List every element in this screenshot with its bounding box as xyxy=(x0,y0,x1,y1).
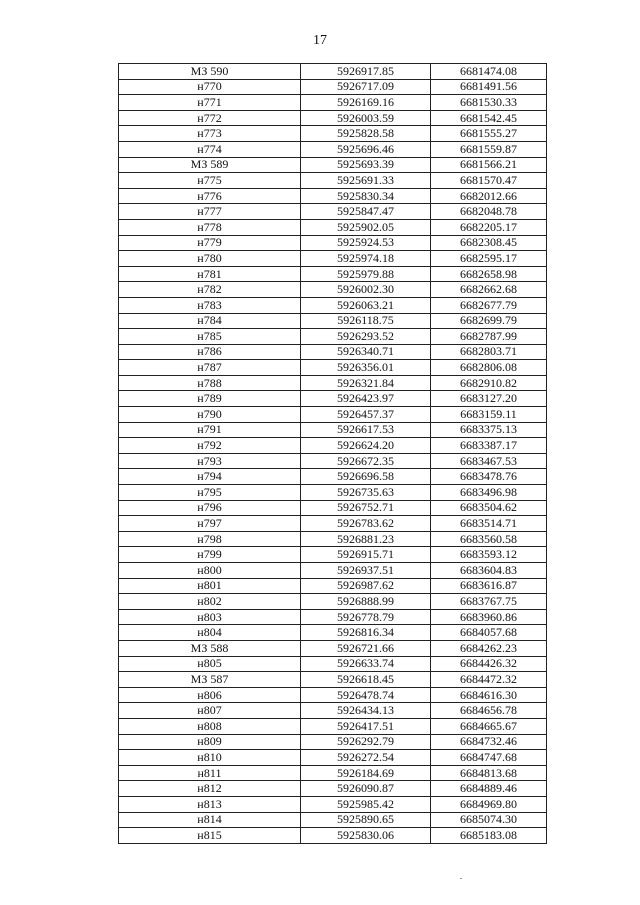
point-label-cell: н771 xyxy=(119,95,301,111)
table-row xyxy=(119,500,547,516)
y-coordinate-cell: 6684747.68 xyxy=(431,750,547,766)
x-coordinate-cell: 5926356.01 xyxy=(301,360,431,376)
point-label-cell: н806 xyxy=(119,687,301,703)
y-coordinate-cell: 6683127.20 xyxy=(431,391,547,407)
table-row xyxy=(119,718,547,734)
y-coordinate-cell: 6684057.68 xyxy=(431,625,547,641)
page-number: 17 xyxy=(313,33,327,48)
x-coordinate-cell: 5926063.21 xyxy=(301,297,431,313)
x-coordinate-cell: 5926672.35 xyxy=(301,453,431,469)
x-coordinate-cell: 5926272.54 xyxy=(301,750,431,766)
table-row xyxy=(119,219,547,235)
y-coordinate-cell: 6683616.87 xyxy=(431,578,547,594)
table-row xyxy=(119,266,547,282)
y-coordinate-cell: 6683478.76 xyxy=(431,469,547,485)
x-coordinate-cell: 5926721.66 xyxy=(301,640,431,656)
point-label-cell: н780 xyxy=(119,251,301,267)
point-label-cell: н789 xyxy=(119,391,301,407)
y-coordinate-cell: 6685183.08 xyxy=(431,828,547,844)
table-row xyxy=(119,188,547,204)
table-row xyxy=(119,391,547,407)
point-label-cell: н784 xyxy=(119,313,301,329)
point-label-cell: н790 xyxy=(119,407,301,423)
point-label-cell: МЗ 587 xyxy=(119,672,301,688)
y-coordinate-cell: 6684732.46 xyxy=(431,734,547,750)
point-label-cell: н783 xyxy=(119,297,301,313)
table-row xyxy=(119,141,547,157)
x-coordinate-cell: 5926783.62 xyxy=(301,516,431,532)
y-coordinate-cell: 6683375.13 xyxy=(431,422,547,438)
point-label-cell: н785 xyxy=(119,329,301,345)
y-coordinate-cell: 6684656.78 xyxy=(431,703,547,719)
x-coordinate-cell: 5926696.58 xyxy=(301,469,431,485)
y-coordinate-cell: 6683504.62 xyxy=(431,500,547,516)
x-coordinate-cell: 5926633.74 xyxy=(301,656,431,672)
table-row xyxy=(119,734,547,750)
point-label-cell: н804 xyxy=(119,625,301,641)
point-label-cell: МЗ 588 xyxy=(119,640,301,656)
point-label-cell: н805 xyxy=(119,656,301,672)
table-row xyxy=(119,625,547,641)
y-coordinate-cell: 6683593.12 xyxy=(431,547,547,563)
point-label-cell: н796 xyxy=(119,500,301,516)
x-coordinate-cell: 5926321.84 xyxy=(301,375,431,391)
table-row xyxy=(119,687,547,703)
table-row xyxy=(119,812,547,828)
table-row xyxy=(119,313,547,329)
x-coordinate-cell: 5926292.79 xyxy=(301,734,431,750)
point-label-cell: н773 xyxy=(119,126,301,142)
point-label-cell: н787 xyxy=(119,360,301,376)
point-label-cell: МЗ 590 xyxy=(119,64,301,80)
y-coordinate-cell: 6684813.68 xyxy=(431,765,547,781)
x-coordinate-cell: 5926917.85 xyxy=(301,64,431,80)
table-row xyxy=(119,282,547,298)
point-label-cell: н812 xyxy=(119,781,301,797)
point-label-cell: н802 xyxy=(119,594,301,610)
point-label-cell: н791 xyxy=(119,422,301,438)
y-coordinate-cell: 6681491.56 xyxy=(431,79,547,95)
point-label-cell: н811 xyxy=(119,765,301,781)
table-row xyxy=(119,656,547,672)
point-label-cell: н799 xyxy=(119,547,301,563)
y-coordinate-cell: 6682205.17 xyxy=(431,219,547,235)
point-label-cell: н774 xyxy=(119,141,301,157)
y-coordinate-cell: 6682699.79 xyxy=(431,313,547,329)
x-coordinate-cell: 5925924.53 xyxy=(301,235,431,251)
table-row xyxy=(119,563,547,579)
table-row xyxy=(119,251,547,267)
table-row xyxy=(119,297,547,313)
point-label-cell: н779 xyxy=(119,235,301,251)
point-label-cell: н798 xyxy=(119,531,301,547)
point-label-cell: н786 xyxy=(119,344,301,360)
y-coordinate-cell: 6682910.82 xyxy=(431,375,547,391)
point-label-cell: н778 xyxy=(119,219,301,235)
x-coordinate-cell: 5926434.13 xyxy=(301,703,431,719)
point-label-cell: н776 xyxy=(119,188,301,204)
x-coordinate-cell: 5926624.20 xyxy=(301,438,431,454)
point-label-cell: н770 xyxy=(119,79,301,95)
point-label-cell: н781 xyxy=(119,266,301,282)
y-coordinate-cell: 6682595.17 xyxy=(431,251,547,267)
x-coordinate-cell: 5926457.37 xyxy=(301,407,431,423)
x-coordinate-cell: 5926915.71 xyxy=(301,547,431,563)
table-row xyxy=(119,485,547,501)
table-row xyxy=(119,578,547,594)
table-row xyxy=(119,422,547,438)
table-row xyxy=(119,375,547,391)
table-row xyxy=(119,516,547,532)
table-row xyxy=(119,672,547,688)
y-coordinate-cell: 6682048.78 xyxy=(431,204,547,220)
x-coordinate-cell: 5925985.42 xyxy=(301,796,431,812)
table-row xyxy=(119,531,547,547)
point-label-cell: н782 xyxy=(119,282,301,298)
table-row xyxy=(119,173,547,189)
point-label-cell: н803 xyxy=(119,609,301,625)
x-coordinate-cell: 5925696.46 xyxy=(301,141,431,157)
y-coordinate-cell: 6684472.32 xyxy=(431,672,547,688)
x-coordinate-cell: 5926169.16 xyxy=(301,95,431,111)
x-coordinate-cell: 5926888.99 xyxy=(301,594,431,610)
table-row xyxy=(119,594,547,610)
point-label-cell: н795 xyxy=(119,485,301,501)
y-coordinate-cell: 6684665.67 xyxy=(431,718,547,734)
y-coordinate-cell: 6681559.87 xyxy=(431,141,547,157)
table-row xyxy=(119,640,547,656)
x-coordinate-cell: 5926937.51 xyxy=(301,563,431,579)
y-coordinate-cell: 6684969.80 xyxy=(431,796,547,812)
x-coordinate-cell: 5926184.69 xyxy=(301,765,431,781)
table-row xyxy=(119,344,547,360)
x-coordinate-cell: 5926987.62 xyxy=(301,578,431,594)
point-label-cell: н800 xyxy=(119,563,301,579)
x-coordinate-cell: 5926752.71 xyxy=(301,500,431,516)
table-row xyxy=(119,204,547,220)
y-coordinate-cell: 6683159.11 xyxy=(431,407,547,423)
table-row xyxy=(119,438,547,454)
x-coordinate-cell: 5926618.45 xyxy=(301,672,431,688)
table-row xyxy=(119,781,547,797)
x-coordinate-cell: 5926717.09 xyxy=(301,79,431,95)
point-label-cell: н810 xyxy=(119,750,301,766)
x-coordinate-cell: 5926340.71 xyxy=(301,344,431,360)
table-row xyxy=(119,95,547,111)
x-coordinate-cell: 5926478.74 xyxy=(301,687,431,703)
y-coordinate-cell: 6682662.68 xyxy=(431,282,547,298)
x-coordinate-cell: 5925830.06 xyxy=(301,828,431,844)
x-coordinate-cell: 5926002.30 xyxy=(301,282,431,298)
table-row xyxy=(119,235,547,251)
table-row xyxy=(119,79,547,95)
scan-speck xyxy=(460,878,462,879)
point-label-cell: н775 xyxy=(119,173,301,189)
table-row xyxy=(119,329,547,345)
table-row xyxy=(119,750,547,766)
y-coordinate-cell: 6682677.79 xyxy=(431,297,547,313)
table-row xyxy=(119,796,547,812)
table-row xyxy=(119,126,547,142)
x-coordinate-cell: 5926293.52 xyxy=(301,329,431,345)
y-coordinate-cell: 6681474.08 xyxy=(431,64,547,80)
y-coordinate-cell: 6685074.30 xyxy=(431,812,547,828)
y-coordinate-cell: 6681566.21 xyxy=(431,157,547,173)
x-coordinate-cell: 5925902.05 xyxy=(301,219,431,235)
y-coordinate-cell: 6682806.08 xyxy=(431,360,547,376)
x-coordinate-cell: 5926816.34 xyxy=(301,625,431,641)
point-label-cell: н814 xyxy=(119,812,301,828)
y-coordinate-cell: 6683604.83 xyxy=(431,563,547,579)
coordinates-table xyxy=(118,63,547,844)
point-label-cell: н797 xyxy=(119,516,301,532)
x-coordinate-cell: 5926417.51 xyxy=(301,718,431,734)
table-row xyxy=(119,157,547,173)
x-coordinate-cell: 5926423.97 xyxy=(301,391,431,407)
y-coordinate-cell: 6683514.71 xyxy=(431,516,547,532)
x-coordinate-cell: 5926735.63 xyxy=(301,485,431,501)
point-label-cell: МЗ 589 xyxy=(119,157,301,173)
y-coordinate-cell: 6683387.17 xyxy=(431,438,547,454)
x-coordinate-cell: 5925974.18 xyxy=(301,251,431,267)
point-label-cell: н809 xyxy=(119,734,301,750)
point-label-cell: н807 xyxy=(119,703,301,719)
y-coordinate-cell: 6682308.45 xyxy=(431,235,547,251)
x-coordinate-cell: 5925979.88 xyxy=(301,266,431,282)
y-coordinate-cell: 6684889.46 xyxy=(431,781,547,797)
point-label-cell: н801 xyxy=(119,578,301,594)
table-row xyxy=(119,360,547,376)
table-row xyxy=(119,828,547,844)
y-coordinate-cell: 6682787.99 xyxy=(431,329,547,345)
table-row xyxy=(119,469,547,485)
y-coordinate-cell: 6682803.71 xyxy=(431,344,547,360)
table-row xyxy=(119,453,547,469)
x-coordinate-cell: 5925691.33 xyxy=(301,173,431,189)
table-row xyxy=(119,110,547,126)
y-coordinate-cell: 6682012.66 xyxy=(431,188,547,204)
x-coordinate-cell: 5926090.87 xyxy=(301,781,431,797)
point-label-cell: н777 xyxy=(119,204,301,220)
point-label-cell: н794 xyxy=(119,469,301,485)
point-label-cell: н788 xyxy=(119,375,301,391)
y-coordinate-cell: 6684426.32 xyxy=(431,656,547,672)
y-coordinate-cell: 6683767.75 xyxy=(431,594,547,610)
table-row xyxy=(119,609,547,625)
y-coordinate-cell: 6683467.53 xyxy=(431,453,547,469)
point-label-cell: н813 xyxy=(119,796,301,812)
x-coordinate-cell: 5925847.47 xyxy=(301,204,431,220)
table-row xyxy=(119,703,547,719)
x-coordinate-cell: 5926778.79 xyxy=(301,609,431,625)
y-coordinate-cell: 6683560.58 xyxy=(431,531,547,547)
point-label-cell: н815 xyxy=(119,828,301,844)
x-coordinate-cell: 5925693.39 xyxy=(301,157,431,173)
y-coordinate-cell: 6681542.45 xyxy=(431,110,547,126)
x-coordinate-cell: 5925830.34 xyxy=(301,188,431,204)
point-label-cell: н793 xyxy=(119,453,301,469)
x-coordinate-cell: 5926118.75 xyxy=(301,313,431,329)
y-coordinate-cell: 6684262.23 xyxy=(431,640,547,656)
point-label-cell: н772 xyxy=(119,110,301,126)
x-coordinate-cell: 5926617.53 xyxy=(301,422,431,438)
x-coordinate-cell: 5925828.58 xyxy=(301,126,431,142)
y-coordinate-cell: 6684616.30 xyxy=(431,687,547,703)
table-row xyxy=(119,547,547,563)
y-coordinate-cell: 6682658.98 xyxy=(431,266,547,282)
y-coordinate-cell: 6683960.86 xyxy=(431,609,547,625)
point-label-cell: н808 xyxy=(119,718,301,734)
y-coordinate-cell: 6681530.33 xyxy=(431,95,547,111)
x-coordinate-cell: 5926003.59 xyxy=(301,110,431,126)
x-coordinate-cell: 5925890.65 xyxy=(301,812,431,828)
y-coordinate-cell: 6681570.47 xyxy=(431,173,547,189)
coordinates-table-body xyxy=(119,64,547,844)
y-coordinate-cell: 6681555.27 xyxy=(431,126,547,142)
table-row xyxy=(119,64,547,80)
point-label-cell: н792 xyxy=(119,438,301,454)
y-coordinate-cell: 6683496.98 xyxy=(431,485,547,501)
table-row xyxy=(119,407,547,423)
x-coordinate-cell: 5926881.23 xyxy=(301,531,431,547)
table-row xyxy=(119,765,547,781)
